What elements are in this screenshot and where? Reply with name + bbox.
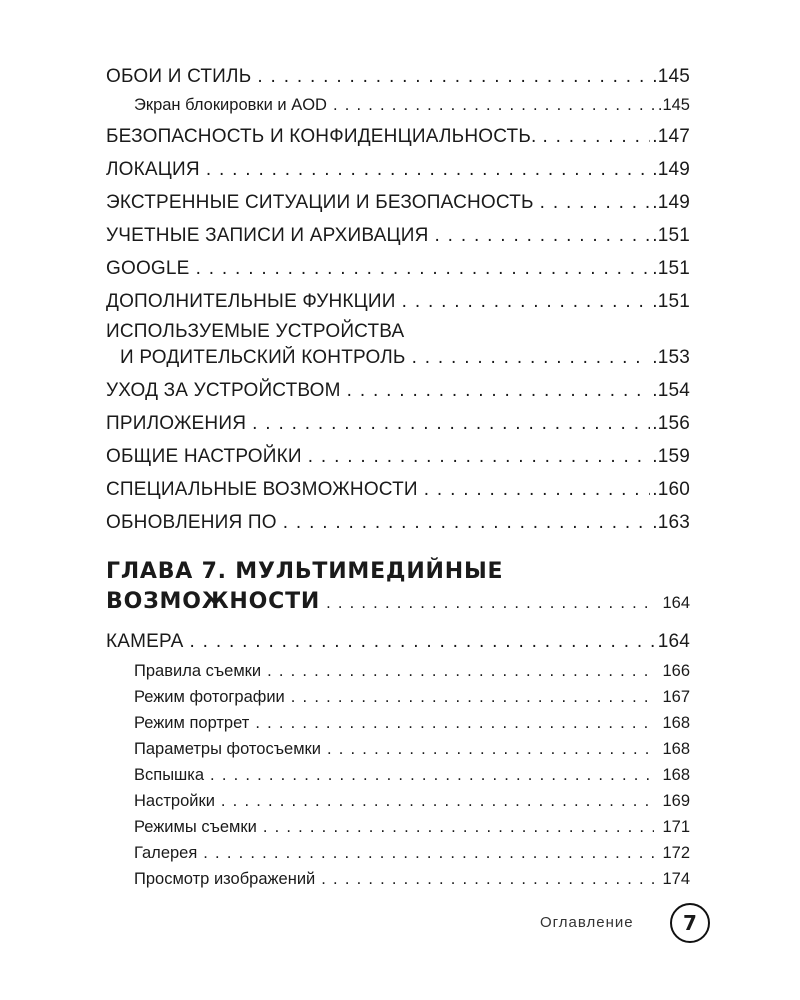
- toc-entry-page: 166: [662, 662, 690, 680]
- toc-leader-dots: [190, 625, 654, 658]
- table-of-contents: [106, 62, 690, 892]
- toc-entry-page: 168: [662, 766, 690, 784]
- toc-entry: [106, 440, 690, 473]
- toc-leader-dots: [327, 736, 654, 762]
- toc-leader-dots: [203, 840, 654, 866]
- toc-entry-title: Просмотр изображений: [134, 870, 316, 888]
- toc-leader-dots: [210, 762, 654, 788]
- toc-entry: [106, 346, 690, 374]
- toc-entry-title-line1: ИСПОЛЬЗУЕМЫЕ УСТРОЙСТВА: [106, 321, 405, 342]
- toc-entry-title: Правила съемки: [134, 662, 262, 680]
- toc-entry-title: Режим фотографии: [134, 688, 285, 706]
- toc-entry-page: .149: [652, 192, 690, 213]
- toc-leader-dots: [263, 814, 654, 840]
- toc-entry-title: БЕЗОПАСНОСТЬ И КОНФИДЕНЦИАЛЬНОСТЬ.: [106, 126, 537, 147]
- toc-entry: [106, 120, 690, 153]
- toc-entry-page: 174: [662, 870, 690, 888]
- toc-subentry: [106, 788, 690, 814]
- toc-entry: [106, 374, 690, 407]
- toc-entry-page: .151: [652, 291, 690, 312]
- toc-entry-multiline: [106, 318, 690, 374]
- toc-entry-title: ЛОКАЦИЯ: [106, 159, 200, 180]
- toc-entry-page: 169: [662, 792, 690, 810]
- toc-leader-dots: [255, 710, 654, 736]
- toc-subentry: [106, 762, 690, 788]
- toc-entry: [106, 587, 690, 619]
- toc-entry-page: .151: [652, 225, 690, 246]
- footer-label: Оглавление: [540, 914, 634, 931]
- toc-entry-page: .154: [652, 380, 690, 401]
- toc-entry: [106, 407, 690, 440]
- toc-leader-dots: [252, 407, 650, 440]
- toc-entry: [106, 62, 690, 91]
- toc-entry-title: КАМЕРА: [106, 631, 184, 652]
- toc-subentry: [106, 658, 690, 684]
- toc-leader-dots: [424, 473, 650, 506]
- toc-entry-page: .145: [652, 66, 690, 87]
- toc-entry-page: .156: [652, 413, 690, 434]
- toc-entry-page: .160: [652, 479, 690, 500]
- toc-leader-dots: [333, 91, 656, 120]
- toc-entry-title: GOOGLE: [106, 258, 190, 279]
- toc-entry-page: 168: [662, 714, 690, 732]
- toc-entry-title-line2: И РОДИТЕЛЬСКИЙ КОНТРОЛЬ: [120, 347, 406, 368]
- toc-subentry: [106, 866, 690, 892]
- toc-entry-page: .151: [652, 258, 690, 279]
- toc-entry-page: .153: [652, 347, 690, 368]
- toc-leader-dots: [291, 684, 654, 710]
- toc-entry-title: Экран блокировки и AOD: [134, 96, 327, 114]
- chapter-title-line1: ГЛАВА 7. МУЛЬТИМЕДИЙНЫЕ: [106, 559, 504, 584]
- toc-subentry: [106, 91, 690, 120]
- toc-entry-page: .159: [652, 446, 690, 467]
- toc-entry-title: ОБОИ И СТИЛЬ: [106, 66, 252, 87]
- toc-entry-title: СПЕЦИАЛЬНЫЕ ВОЗМОЖНОСТИ: [106, 479, 418, 500]
- toc-entry: [106, 252, 690, 285]
- toc-entry-page: .147: [652, 126, 690, 147]
- toc-entry: [106, 625, 690, 658]
- toc-subentry: [106, 840, 690, 866]
- toc-entry-title: Режим портрет: [134, 714, 250, 732]
- chapter-title-line2: ВОЗМОЖНОСТИ: [106, 589, 321, 614]
- toc-entry-title: ОБНОВЛЕНИЯ ПО: [106, 512, 277, 533]
- camera-section: [106, 625, 690, 892]
- toc-entry: [106, 473, 690, 506]
- toc-entry-page: 164: [657, 631, 690, 652]
- toc-entry-title: Галерея: [134, 844, 198, 862]
- toc-leader-dots: [435, 219, 651, 252]
- toc-subentry: [106, 736, 690, 762]
- toc-subentry: [106, 710, 690, 736]
- chapter-heading: [106, 557, 690, 619]
- toc-entry-page: .163: [652, 512, 690, 533]
- toc-leader-dots: [257, 62, 650, 91]
- toc-subentry: [106, 814, 690, 840]
- toc-entry-page: 168: [662, 740, 690, 758]
- toc-leader-dots: [347, 374, 651, 407]
- toc-entry-title: УЧЕТНЫЕ ЗАПИСИ И АРХИВАЦИЯ: [106, 225, 429, 246]
- toc-entry-title: Настройки: [134, 792, 215, 810]
- toc-entry: [106, 186, 690, 219]
- toc-entry-title: УХОД ЗА УСТРОЙСТВОМ: [106, 380, 341, 401]
- toc-entry-title: ДОПОЛНИТЕЛЬНЫЕ ФУНКЦИИ: [106, 291, 396, 312]
- toc-entry-title: Вспышка: [134, 766, 205, 784]
- toc-leader-dots: [321, 866, 654, 892]
- toc-leader-dots: [267, 658, 654, 684]
- toc-leader-dots: [540, 186, 651, 219]
- toc-entry: [106, 285, 690, 318]
- toc-entry-page: .149: [652, 159, 690, 180]
- toc-entry-title: Параметры фотосъемки: [134, 740, 321, 758]
- toc-entry-title: ПРИЛОЖЕНИЯ: [106, 413, 247, 434]
- toc-leader-dots: [412, 346, 651, 370]
- toc-leader-dots: [196, 252, 651, 285]
- toc-entry-title: ОБЩИЕ НАСТРОЙКИ: [106, 446, 302, 467]
- toc-entry: [106, 153, 690, 186]
- toc-leader-dots: [221, 788, 654, 814]
- toc-entry-page: 171: [662, 818, 690, 836]
- toc-leader-dots: [308, 440, 650, 473]
- toc-entry-page: 167: [662, 688, 690, 706]
- toc-subentry: [106, 684, 690, 710]
- toc-entry-title: ЭКСТРЕННЫЕ СИТУАЦИИ И БЕЗОПАСНОСТЬ: [106, 192, 534, 213]
- toc-leader-dots: [542, 120, 650, 153]
- toc-entry: [106, 506, 690, 539]
- toc-entry-page: 172: [662, 844, 690, 862]
- toc-leader-dots: [402, 285, 651, 318]
- toc-entry: [106, 219, 690, 252]
- toc-entry-page: 164: [662, 594, 690, 612]
- toc-leader-dots: [206, 153, 650, 186]
- toc-leader-dots: [283, 506, 650, 539]
- toc-leader-dots: [326, 588, 654, 618]
- toc-entry-page: .145: [657, 96, 690, 114]
- page-number-badge: 7: [670, 903, 710, 943]
- toc-entry-title: Режимы съемки: [134, 818, 257, 836]
